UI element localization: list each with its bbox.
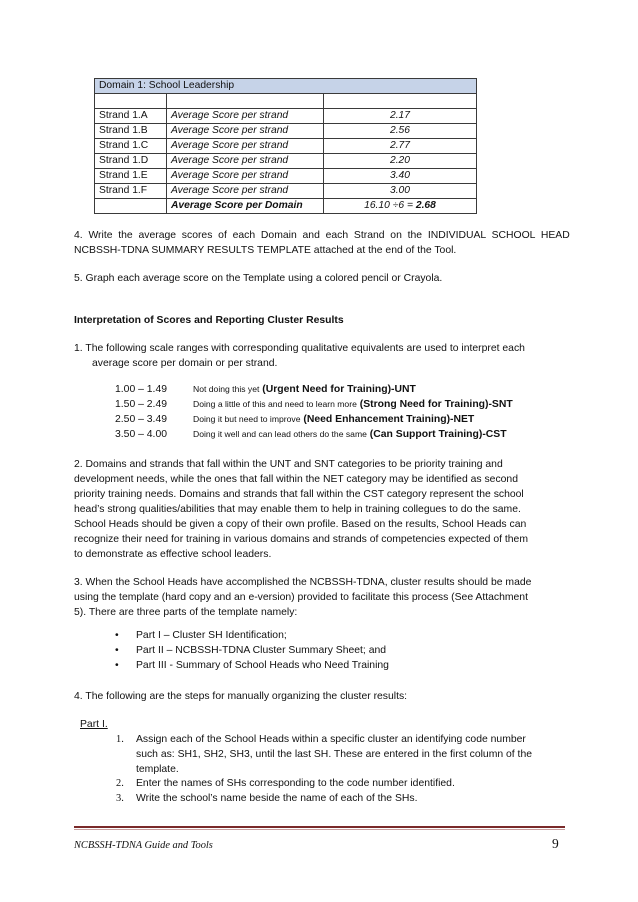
table-header: Domain 1: School Leadership [95,79,477,94]
section-title: Interpretation of Scores and Reporting Cluster Results [74,315,344,326]
bullet-item: • Part I – Cluster SH Identification; [115,630,287,641]
strand-cell: Strand 1.D [95,154,167,169]
para-4-line1: 4. Write the average scores of each Domain and each Strand on the INDIVIDUAL SCHOOL HEAD [74,230,570,241]
score-cell: 3.40 [324,169,477,184]
strand-cell: Strand 1.E [95,169,167,184]
step-line: Write the school’s name beside the name of each of the SHs. [136,793,418,804]
bullet-icon: • [115,645,119,656]
item-3-line: 3. When the School Heads have accomplished the NCBSSH-TDNA, cluster results should be made [74,577,532,588]
para-4-line2: NCBSSH-TDNA SUMMARY RESULTS TEMPLATE attached at the end of the Tool. [74,245,457,256]
step-number: 3. [116,793,124,804]
footer-rule [74,826,565,828]
table-row [95,169,477,184]
page-number: 9 [552,836,559,851]
range-row: 3.50 – 4.00 Doing it well and can lead others do the same (Can Support Training)-CST [115,429,507,440]
domain-score-table [94,78,477,214]
item-2-line: priority training needs. Domains and strands that fall within the CST category represent the school [74,489,524,500]
score-cell: 2.56 [324,124,477,139]
table-total-row [95,199,477,214]
footer-title: NCBSSH-TDNA Guide and Tools [74,840,213,851]
item-2-line: School Heads should be given a copy of their own profile. Based on the results, School Heads can [74,519,527,530]
table-row [95,184,477,199]
total-value: 16.10 ÷6 = 2.68 [324,199,477,214]
table-row [95,139,477,154]
item-2-line: head’s strong qualities/abilities that may enable them to help in training collegues to do the same. [74,504,521,515]
step-line: Enter the names of SHs corresponding to the code number identified. [136,778,455,789]
bullet-icon: • [115,660,119,671]
item-2-line: 2. Domains and strands that fall within the UNT and SNT categories to be priority training and [74,459,503,470]
item-4: 4. The following are the steps for manually organizing the cluster results: [74,691,408,702]
score-cell: 2.77 [324,139,477,154]
item-1-line2: average score per domain or per strand. [92,358,278,369]
step-number: 2. [116,778,124,789]
label-cell: Average Score per strand [167,184,324,199]
table-row [95,154,477,169]
total-label: Average Score per Domain [167,199,324,214]
step-number: 1. [116,734,124,745]
item-2-line: development needs, while the ones that fall within the NET category may be identified as second [74,474,518,485]
table-row [95,124,477,139]
range-row: 1.00 – 1.49 Not doing this yet (Urgent Need for Training)-UNT [115,384,416,395]
label-cell: Average Score per strand [167,139,324,154]
item-2-line: to demonstrate as effective school leaders. [74,549,272,560]
bullet-icon: • [115,630,119,641]
range-row: 1.50 – 2.49 Doing a little of this and need to learn more (Strong Need for Training)-SNT [115,399,513,410]
strand-cell: Strand 1.A [95,109,167,124]
strand-cell: Strand 1.C [95,139,167,154]
strand-cell: Strand 1.F [95,184,167,199]
label-cell: Average Score per strand [167,109,324,124]
item-2-line: recognize their need for training in various domains and strands of competencies expected of them [74,534,528,545]
label-cell: Average Score per strand [167,154,324,169]
table-row [95,109,477,124]
score-cell: 3.00 [324,184,477,199]
score-cell: 2.20 [324,154,477,169]
footer-rule-thin [74,829,565,830]
step-line: template. [136,764,179,775]
step-line: Assign each of the School Heads within a specific cluster an identifying code number [136,734,526,745]
strand-cell: Strand 1.B [95,124,167,139]
step-line: such as: SH1, SH2, SH3, until the last SH. These are entered in the first column of the [136,749,533,760]
para-5: 5. Graph each average score on the Template using a colored pencil or Crayola. [74,273,443,284]
score-cell: 2.17 [324,109,477,124]
part-1-label: Part I. [80,719,108,730]
range-row: 2.50 – 3.49 Doing it but need to improve (Need Enhancement Training)-NET [115,414,475,425]
item-3-line: using the template (hard copy and an e-version) provided to facilitate this process (See Attachment [74,592,528,603]
label-cell: Average Score per strand [167,124,324,139]
item-1-line1: 1. The following scale ranges with corresponding qualitative equivalents are used to interpret each [74,343,525,354]
bullet-item: • Part III - Summary of School Heads who Need Training [115,660,389,671]
item-3-line: 5). There are three parts of the template namely: [74,607,298,618]
bullet-item: • Part II – NCBSSH-TDNA Cluster Summary Sheet; and [115,645,387,656]
label-cell: Average Score per strand [167,169,324,184]
